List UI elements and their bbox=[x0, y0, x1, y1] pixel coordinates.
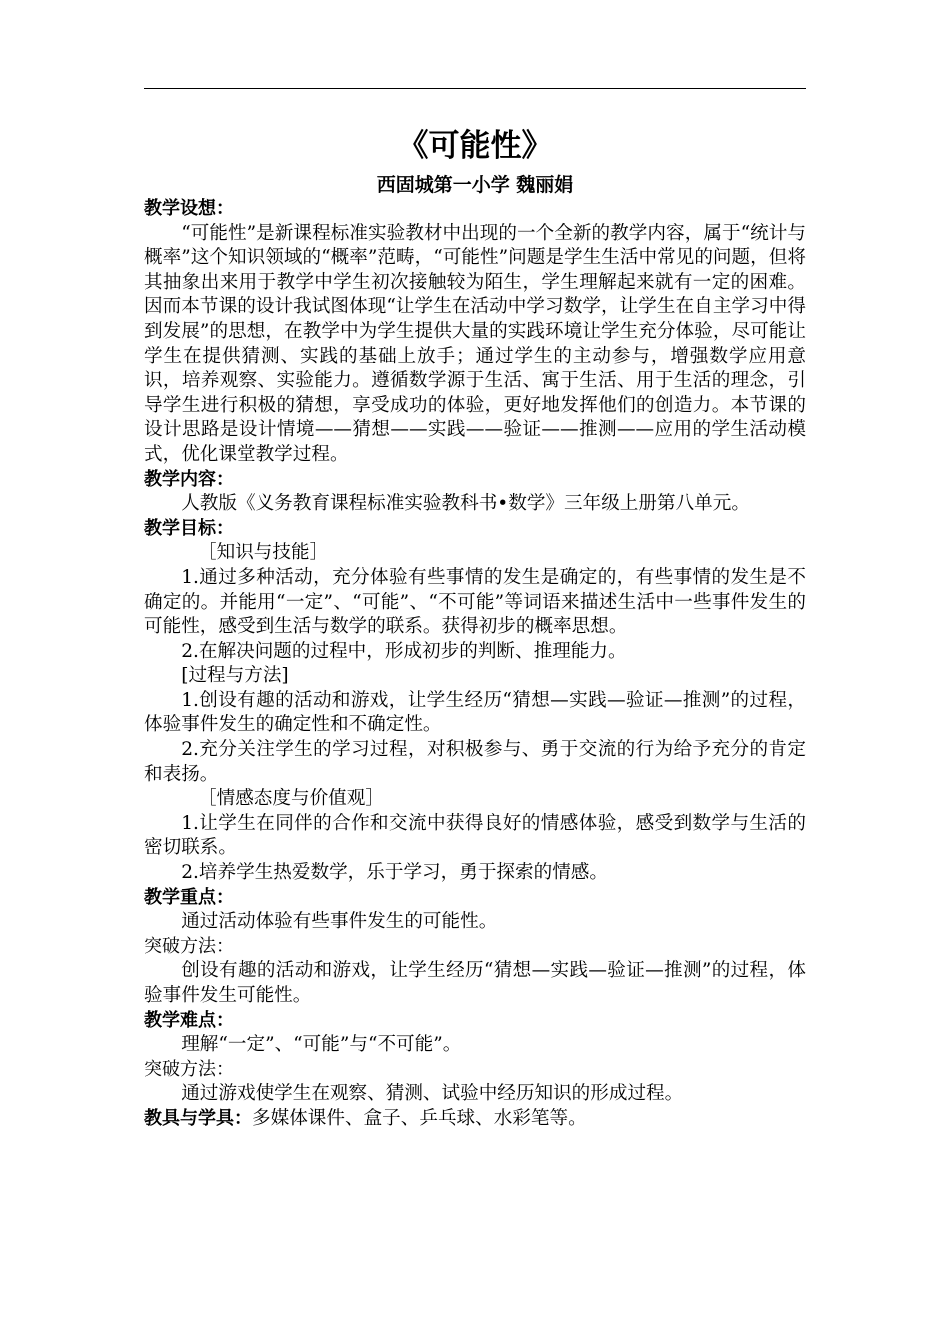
paragraph-focus: 通过活动体验有些事件发生的可能性。 bbox=[181, 911, 498, 933]
paragraph-difficulty-method: 通过游戏使学生在观察、猜测、试验中经历知识的形成过程。 bbox=[181, 1083, 684, 1105]
method-heading-focus: 突破方法： bbox=[144, 935, 234, 957]
section-heading-idea: 教学设想： bbox=[144, 198, 234, 219]
paragraph-idea: “可能性”是新课程标准实验教材中出现的一个全新的教学内容，属于“统计与概率”这个知识领域的“概率”范畴，“可能性”问题是学生生活中常见的问题，但将其抽象出来用于教学中学生初次接触较为陌生，学生理解起来就有一定的困难。因而本节课的设计我试图体现“让学生在活动中学习数学，让学生在自主学习中得到发展”的思想，在教学中为学生提供大量的实践环境让学生充分体验，尽可能让学生在提供猜测、实践的基础上放手；通过学生的主动参与，增强数学应用意识，培养观察、实验能力。遵循数学源于生活、寓于生活、用于生活的理念，引导学生进行积极的猜想，享受成功的体验，更好地发挥他们的创造力。本节课的设计思路是设计情境——猜想——实践——验证——推测——应用的学生活动模式，优化课堂教学过程。 bbox=[144, 222, 806, 465]
method-heading-difficulty: 突破方法： bbox=[144, 1058, 234, 1080]
paragraph-focus-method: 创设有趣的活动和游戏，让学生经历“猜想—实践—验证—推测”的过程，体验事件发生可能性。 bbox=[144, 960, 806, 1006]
goal-label-emotion: ［情感态度与价值观］ bbox=[198, 788, 384, 810]
section-heading-goals: 教学目标： bbox=[144, 517, 234, 539]
paragraph-content: 人教版《义务教育课程标准实验教科书•数学》三年级上册第八单元。 bbox=[181, 493, 750, 515]
tools-text: 多媒体课件、盒子、乒乓球、水彩笔等。 bbox=[252, 1107, 587, 1129]
goal-process-2: 2.充分关注学生的学习过程，对积极参与、勇于交流的行为给予充分的肯定和表扬。 bbox=[144, 739, 806, 785]
doc-author: 西固城第一小学 魏丽娟 bbox=[376, 174, 574, 196]
paragraph-tools bbox=[144, 1107, 806, 1132]
section-heading-tools: 教具与学具： bbox=[144, 1107, 252, 1129]
paragraph-difficulty: 理解“一定”、“可能”与“不可能”。 bbox=[181, 1034, 462, 1056]
header-rule bbox=[144, 88, 806, 89]
goal-emotion-1: 1.让学生在同伴的合作和交流中获得良好的情感体验，感受到数学与生活的密切联系。 bbox=[144, 812, 806, 859]
section-heading-focus: 教学重点： bbox=[144, 886, 234, 908]
goal-emotion-2: 2.培养学生热爱数学，乐于学习，勇于探索的情感。 bbox=[181, 862, 608, 884]
goal-label-process: [过程与方法] bbox=[181, 665, 289, 687]
section-heading-content: 教学内容： bbox=[144, 468, 234, 490]
section-heading-difficulty: 教学难点： bbox=[144, 1009, 234, 1031]
goal-label-knowledge: ［知识与技能］ bbox=[198, 542, 329, 564]
goal-knowledge-2: 2.在解决问题的过程中，形成初步的判断、推理能力。 bbox=[181, 640, 627, 662]
doc-title: 《可能性》 bbox=[397, 128, 553, 164]
doc-body bbox=[144, 197, 806, 1132]
goal-process-1: 1.创设有趣的活动和游戏，让学生经历“猜想—实践—验证—推测”的过程，体验事件发生的确定性和不确定性。 bbox=[144, 689, 806, 736]
goal-knowledge-1: 1.通过多种活动，充分体验有些事情的发生是确定的，有些事情的发生是不确定的。并能用“一定”、“可能”、“不可能”等词语来描述生活中一些事件发生的可能性，感受到生活与数学的联系。获得初步的概率思想。 bbox=[144, 566, 806, 638]
